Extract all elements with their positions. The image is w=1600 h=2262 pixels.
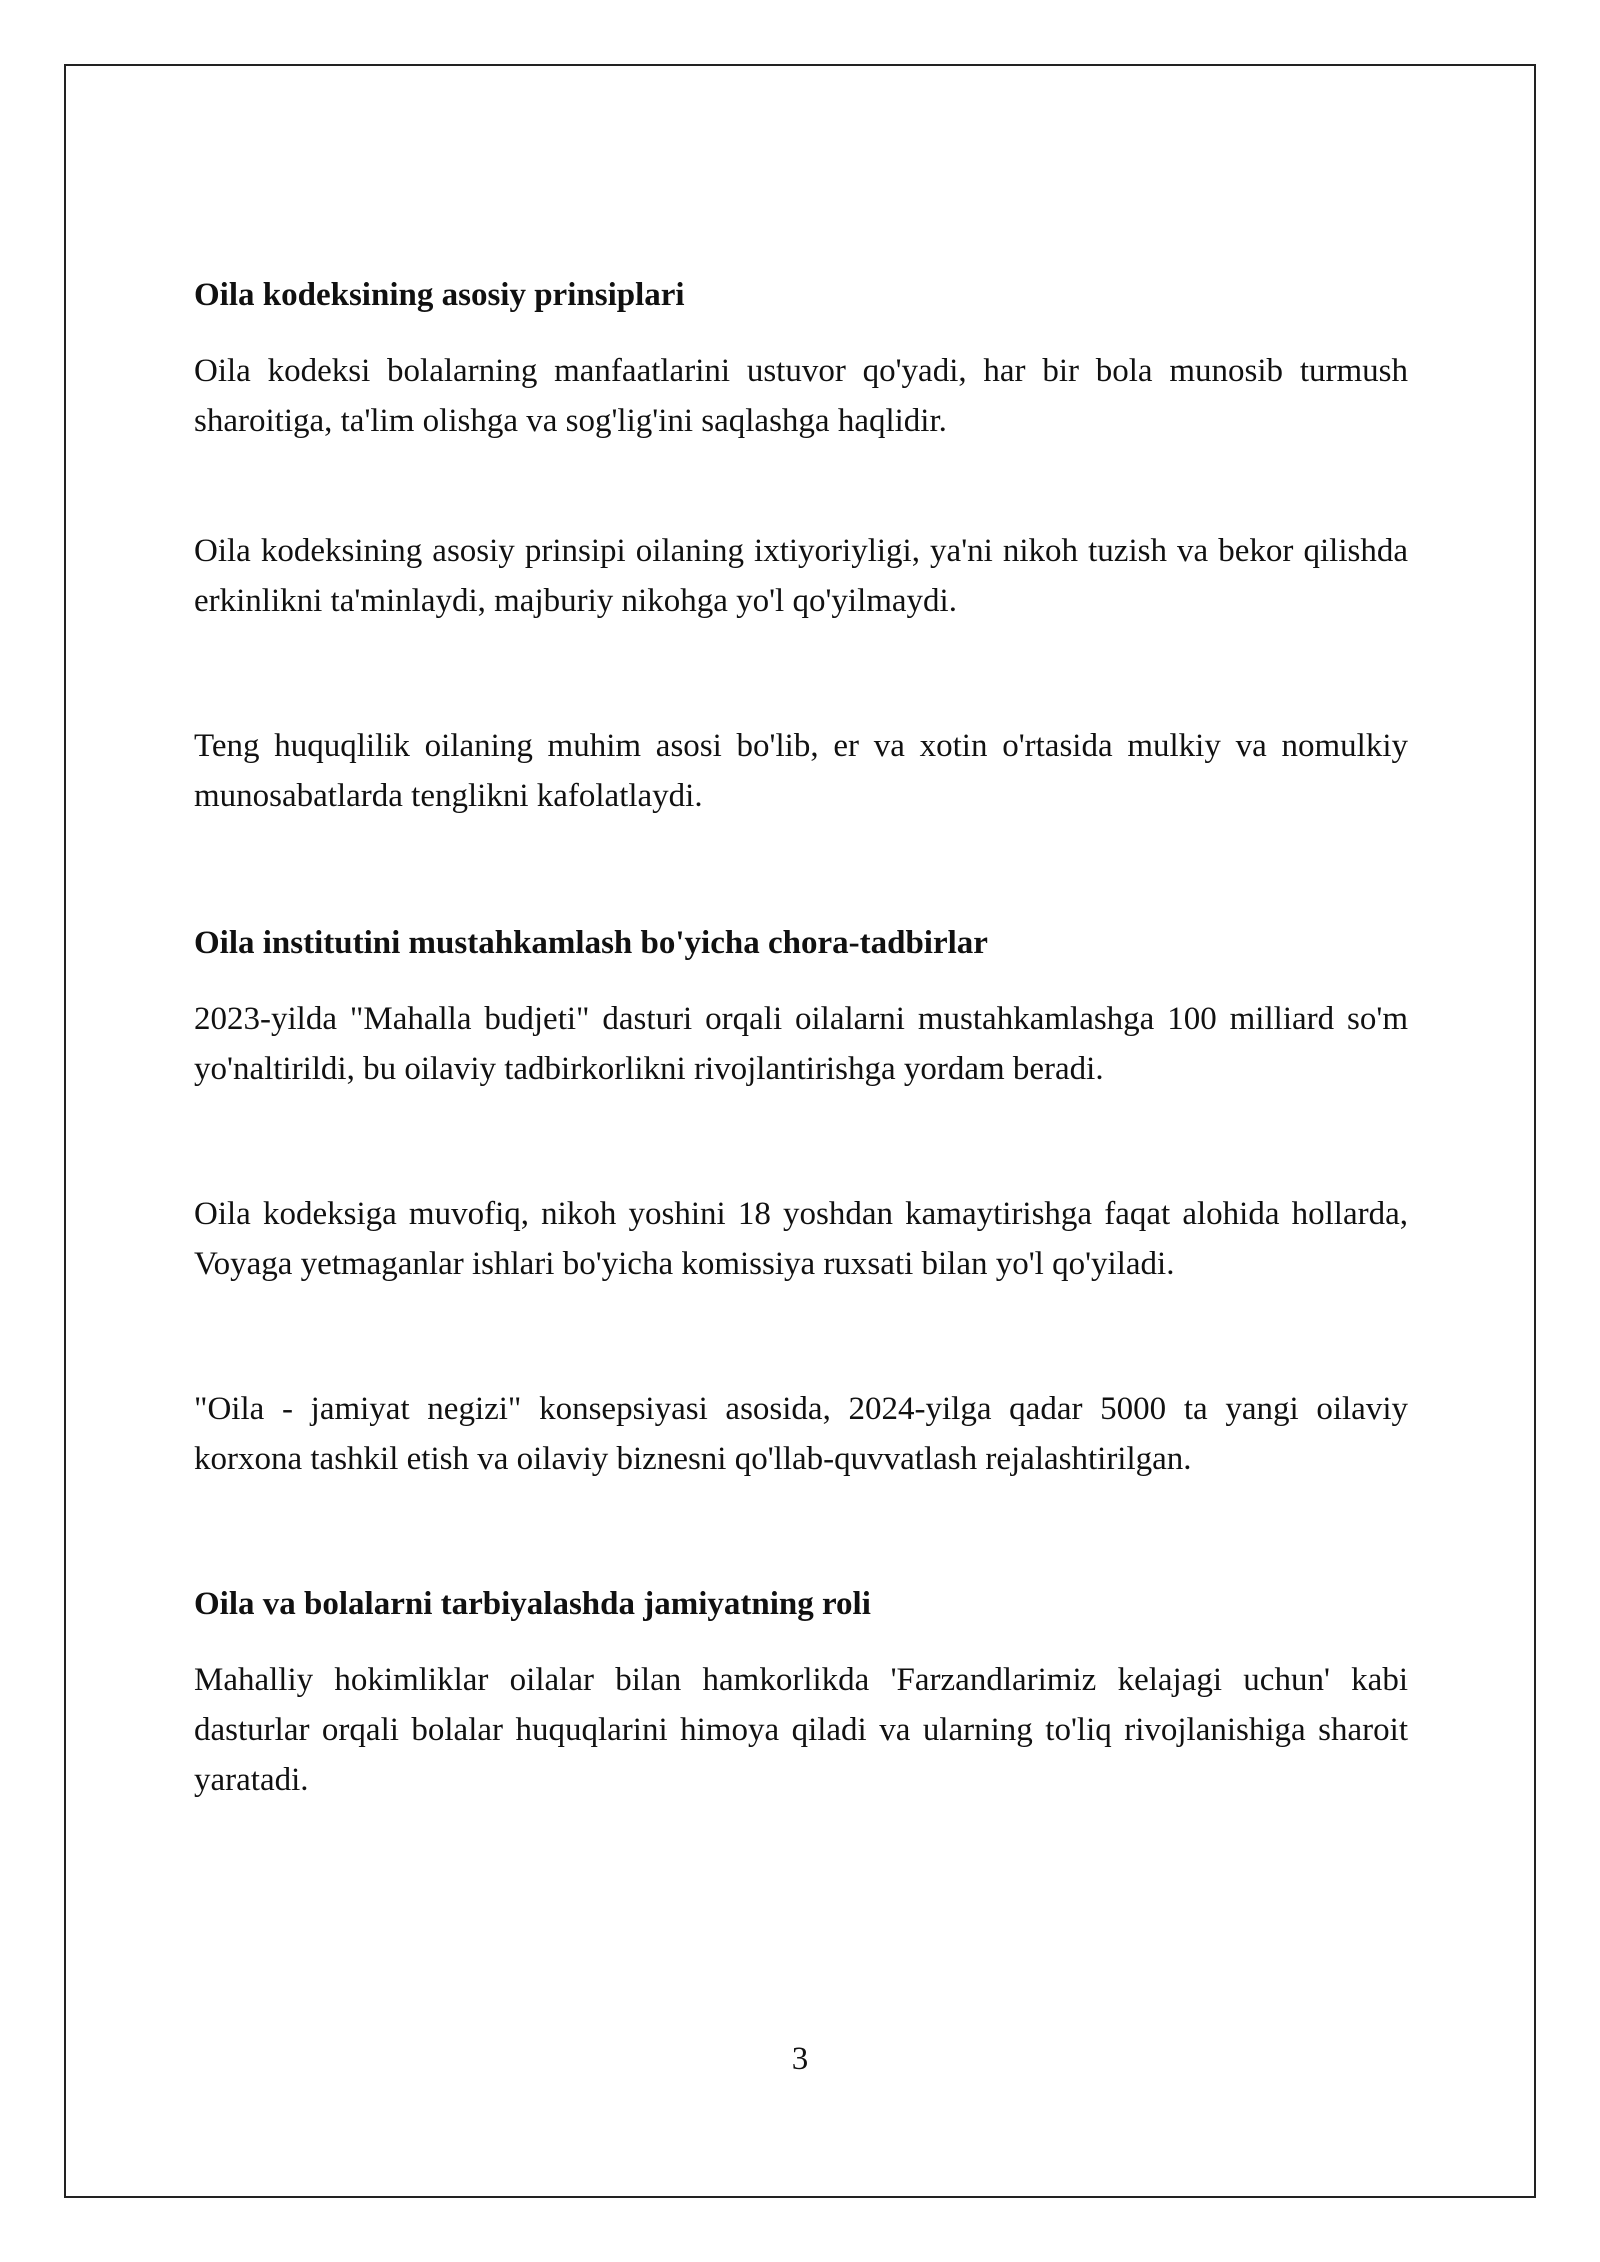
section-heading: Oila institutini mustahkamlash bo'yicha chora-tadbirlar: [194, 925, 988, 961]
section-heading: Oila va bolalarni tarbiyalashda jamiyatning roli: [194, 1586, 871, 1622]
paragraph: Oila kodeksi bolalarning manfaatlarini ustuvor qo'yadi, har bir bola munosib turmush sharoitiga, ta'lim olishga va sog'lig'ini saqlashga haqlidir.: [194, 353, 1408, 439]
section-heading: Oila kodeksining asosiy prinsiplari: [194, 277, 685, 313]
document-body: [194, 270, 1408, 1805]
paragraph: Oila kodeksiga muvofiq, nikoh yoshini 18 yoshdan kamaytirishga faqat alohida hollarda, Voyaga yetmaganlar ishlari bo'yicha komissiya ruxsati bilan yo'l qo'yiladi.: [194, 1196, 1408, 1282]
page-number: 3: [791, 2041, 809, 2077]
paragraph: "Oila - jamiyat negizi" konsepsiyasi asosida, 2024-yilga qadar 5000 ta yangi oilaviy korxona tashkil etish va oilaviy biznesni qo'llab-quvvatlash rejalashtirilgan.: [194, 1391, 1408, 1477]
paragraph: Oila kodeksining asosiy prinsipi oilaning ixtiyoriyligi, ya'ni nikoh tuzish va bekor qilishda erkinlikni ta'minlaydi, majburiy nikohga yo'l qo'yilmaydi.: [194, 533, 1408, 619]
paragraph: 2023-yilda "Mahalla budjeti" dasturi orqali oilalarni mustahkamlashga 100 milliard so'm yo'naltirildi, bu oilaviy tadbirkorlikni rivojlantirishga yordam beradi.: [194, 1001, 1408, 1087]
paragraph: Teng huquqlilik oilaning muhim asosi bo'lib, er va xotin o'rtasida mulkiy va nomulkiy munosabatlarda tenglikni kafolatlaydi.: [194, 728, 1408, 814]
paragraph: Mahalliy hokimliklar oilalar bilan hamkorlikda 'Farzandlarimiz kelajagi uchun' kabi dasturlar orqali bolalar huquqlarini himoya qiladi va ularning to'liq rivojlanishiga sharoit yaratadi.: [194, 1662, 1408, 1798]
